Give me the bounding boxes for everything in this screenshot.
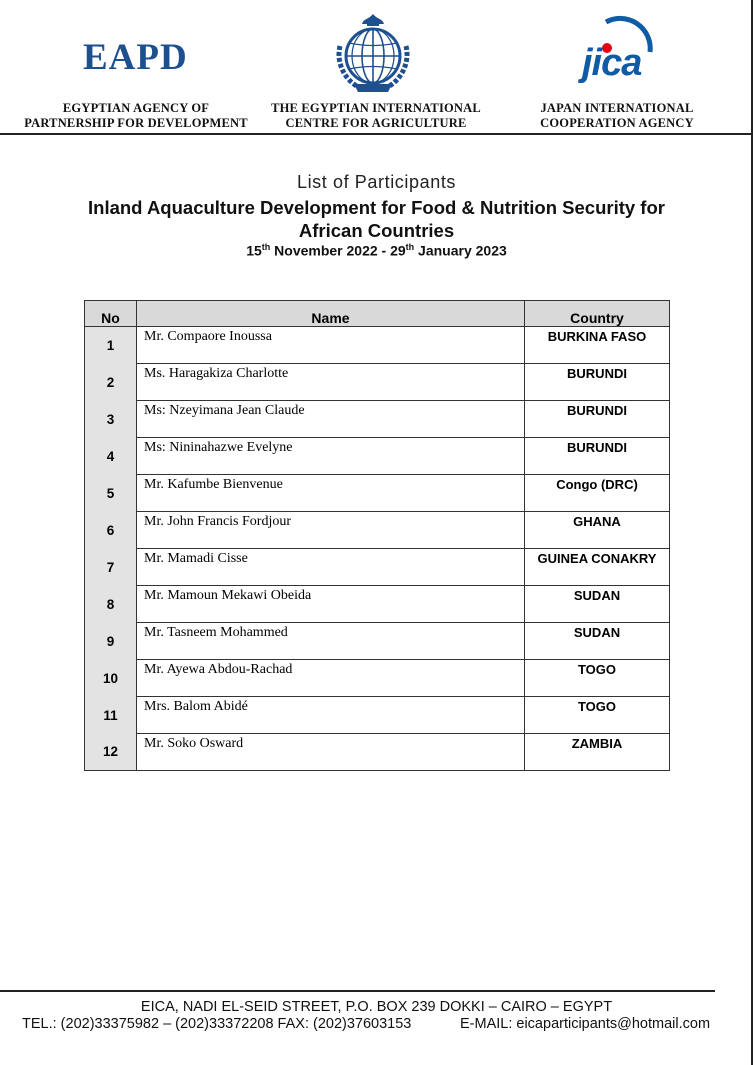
row-number: 7 bbox=[85, 549, 137, 586]
eica-caption bbox=[266, 101, 486, 131]
row-number: 5 bbox=[85, 475, 137, 512]
header-divider bbox=[0, 133, 753, 135]
jica-header-block bbox=[522, 0, 712, 133]
date-middle: November 2022 - 29 bbox=[270, 242, 406, 259]
participants-table bbox=[84, 300, 670, 771]
participant-name: Mr. Ayewa Abdou-Rachad bbox=[137, 660, 525, 697]
footer-email: E-MAIL: eicaparticipants@hotmail.com bbox=[460, 1016, 711, 1032]
table-row bbox=[85, 364, 670, 401]
eapd-logo: EAPD bbox=[83, 37, 188, 78]
row-number: 12 bbox=[85, 734, 137, 771]
course-dates bbox=[0, 242, 753, 259]
participant-country: GHANA bbox=[525, 512, 670, 549]
participant-name: Ms: Nzeyimana Jean Claude bbox=[137, 401, 525, 438]
course-title bbox=[0, 196, 753, 242]
participant-name: Mr. Mamoun Mekawi Obeida bbox=[137, 586, 525, 623]
eica-caption-line1: THE EGYPTIAN INTERNATIONAL bbox=[271, 101, 481, 115]
table-row bbox=[85, 512, 670, 549]
table-row bbox=[85, 623, 670, 660]
participant-country: BURUNDI bbox=[525, 364, 670, 401]
row-number: 11 bbox=[85, 697, 137, 734]
row-number: 9 bbox=[85, 623, 137, 660]
participant-country: GUINEA CONAKRY bbox=[525, 549, 670, 586]
participant-name: Mr. Tasneem Mohammed bbox=[137, 623, 525, 660]
participant-country: Congo (DRC) bbox=[525, 475, 670, 512]
eica-header-block bbox=[266, 0, 486, 133]
header-country: Country bbox=[525, 301, 670, 327]
header-name: Name bbox=[137, 301, 525, 327]
participant-name: Ms: Nininahazwe Evelyne bbox=[137, 438, 525, 475]
course-title-line1: Inland Aquaculture Development for Food & Nutrition Security for bbox=[88, 197, 665, 218]
jica-caption bbox=[522, 101, 712, 131]
participant-country: BURKINA FASO bbox=[525, 327, 670, 364]
eapd-caption-line1: EGYPTIAN AGENCY OF bbox=[62, 101, 210, 115]
participant-name: Ms. Haragakiza Charlotte bbox=[137, 364, 525, 401]
participant-country: TOGO bbox=[525, 660, 670, 697]
participant-country: SUDAN bbox=[525, 623, 670, 660]
jica-logo-wordmark: jica bbox=[582, 42, 642, 84]
course-title-line2: African Countries bbox=[298, 220, 455, 241]
footer-phones: TEL.: (202)33375982 – (202)33372208 FAX: (202)37603153 bbox=[22, 1016, 412, 1032]
table-row bbox=[85, 734, 670, 771]
row-number: 2 bbox=[85, 364, 137, 401]
participant-name: Mr. Mamadi Cisse bbox=[137, 549, 525, 586]
eapd-caption-line2: PARTNERSHIP FOR DEVELOPMENT bbox=[24, 116, 248, 130]
participant-name: Mr. Soko Osward bbox=[137, 734, 525, 771]
participant-name: Mr. John Francis Fordjour bbox=[137, 512, 525, 549]
participant-country: TOGO bbox=[525, 697, 670, 734]
list-title: List of Participants bbox=[296, 172, 457, 192]
row-number: 1 bbox=[85, 327, 137, 364]
footer-address: EICA, NADI EL-SEID STREET, P.O. BOX 239 DOKKI – CAIRO – EGYPT bbox=[140, 999, 613, 1015]
table-row bbox=[85, 438, 670, 475]
eica-caption-line2: CENTRE FOR AGRICULTURE bbox=[285, 116, 467, 130]
row-number: 6 bbox=[85, 512, 137, 549]
table-row bbox=[85, 660, 670, 697]
jica-caption-line1: JAPAN INTERNATIONAL bbox=[540, 101, 694, 115]
eapd-header-block bbox=[18, 0, 254, 133]
table-header-row bbox=[85, 301, 670, 327]
end-day-suffix: th bbox=[405, 242, 415, 252]
participant-country: BURUNDI bbox=[525, 401, 670, 438]
participant-name: Mr. Kafumbe Bienvenue bbox=[137, 475, 525, 512]
participant-name: Mrs. Balom Abidé bbox=[137, 697, 525, 734]
row-number: 3 bbox=[85, 401, 137, 438]
jica-caption-line2: COOPERATION AGENCY bbox=[540, 116, 694, 130]
header-no: No bbox=[85, 301, 137, 327]
row-number: 10 bbox=[85, 660, 137, 697]
row-number: 4 bbox=[85, 438, 137, 475]
participant-country: SUDAN bbox=[525, 586, 670, 623]
participant-country: BURUNDI bbox=[525, 438, 670, 475]
footer-contact bbox=[22, 1016, 742, 1032]
start-day-suffix: th bbox=[261, 242, 271, 252]
eapd-caption bbox=[18, 101, 254, 131]
table-row bbox=[85, 549, 670, 586]
start-day: 15 bbox=[246, 242, 262, 259]
table-row bbox=[85, 327, 670, 364]
row-number: 8 bbox=[85, 586, 137, 623]
table-row bbox=[85, 697, 670, 734]
table-row bbox=[85, 475, 670, 512]
table-row bbox=[85, 586, 670, 623]
participant-name: Mr. Compaore Inoussa bbox=[137, 327, 525, 364]
table-row bbox=[85, 401, 670, 438]
date-end: January 2023 bbox=[414, 242, 507, 259]
footer-divider bbox=[0, 990, 715, 992]
participant-country: ZAMBIA bbox=[525, 734, 670, 771]
